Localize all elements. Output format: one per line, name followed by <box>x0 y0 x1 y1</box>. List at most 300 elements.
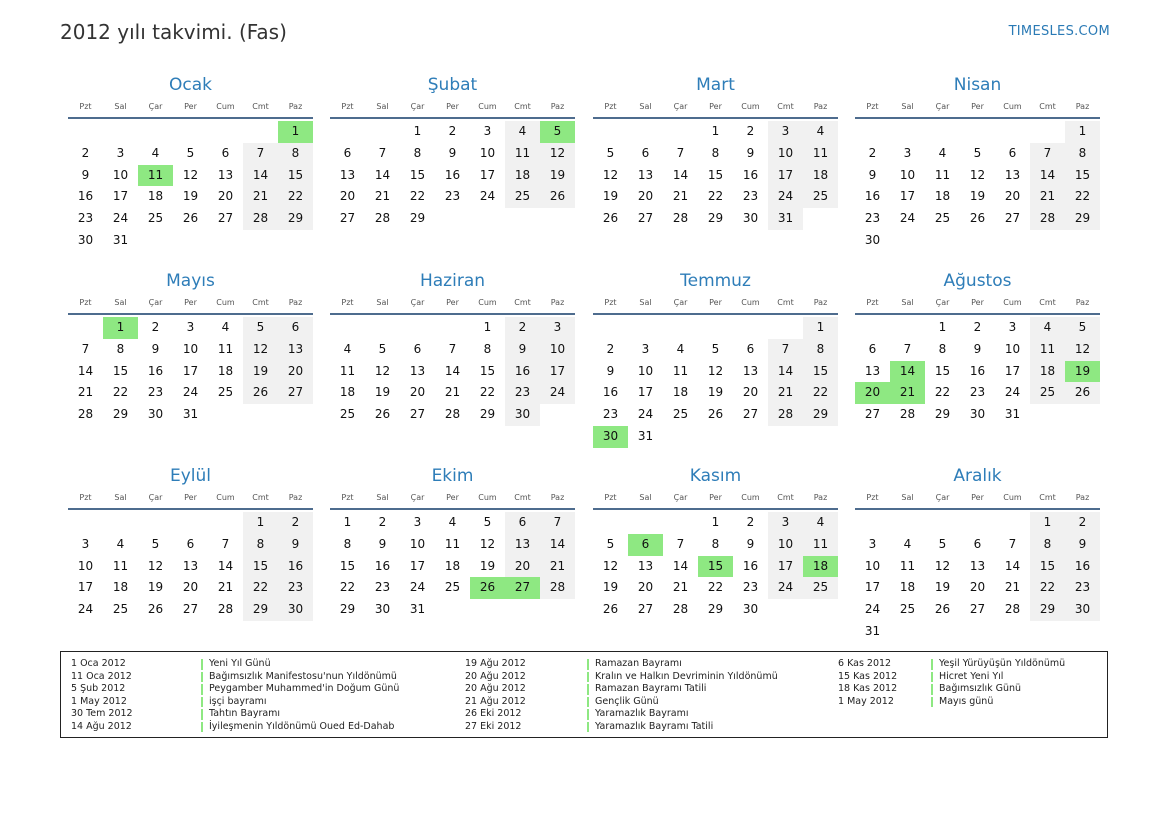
empty-day <box>435 317 470 339</box>
weekday-label: Pzt <box>866 493 879 502</box>
day-cell: 24 <box>768 577 803 599</box>
holiday-name: Yeşil Yürüyüşün Yıldönümü <box>939 658 1066 669</box>
day-cell: 11 <box>803 143 838 165</box>
day-cell: 9 <box>746 145 755 160</box>
weekday-label: Çar <box>935 298 950 307</box>
weekday-label: Cum <box>478 298 497 307</box>
day-cell: 9 <box>973 341 982 356</box>
day-cell: 28 <box>899 407 916 422</box>
weekday-label: Cmt <box>252 493 269 502</box>
day-cell: 3 <box>483 124 492 138</box>
day-cell: 8 <box>803 339 838 361</box>
day-cell: 11 <box>444 536 461 551</box>
day-cell: 24 <box>1004 385 1021 400</box>
month-divider <box>330 313 575 315</box>
day-cell: 4 <box>803 121 838 143</box>
day-cell: 26 <box>147 602 164 617</box>
week-row <box>68 599 313 621</box>
month-title: Aralık <box>953 466 1002 486</box>
empty-day <box>365 121 400 143</box>
empty-day <box>925 121 960 143</box>
weekday-label: Paz <box>550 298 565 307</box>
day-cell: 4 <box>505 121 540 143</box>
day-cell: 21 <box>1004 580 1021 595</box>
day-cell: 3 <box>768 512 803 534</box>
holiday-day: 15 <box>698 556 733 578</box>
day-cell: 5 <box>973 145 982 160</box>
weekday-label: Per <box>971 298 984 307</box>
day-cell: 29 <box>479 407 496 422</box>
day-cell: 26 <box>182 211 199 226</box>
week-row <box>855 621 1100 643</box>
weekday-label: Çar <box>673 102 688 111</box>
day-cell: 11 <box>899 558 916 573</box>
weekday-label: Sal <box>114 493 127 502</box>
month-title: Şubat <box>427 75 478 95</box>
day-cell: 21 <box>672 580 689 595</box>
day-cell: 28 <box>374 211 391 226</box>
day-cell: 1 <box>1030 512 1065 534</box>
day-cell: 19 <box>540 165 575 187</box>
day-cell: 25 <box>899 602 916 617</box>
holiday-marker <box>587 722 589 733</box>
day-cell: 13 <box>637 558 654 573</box>
day-cell: 27 <box>409 407 426 422</box>
holiday-name: Tahtın Bayramı <box>209 708 281 719</box>
day-cell: 18 <box>1030 361 1065 383</box>
holiday-date: 21 Ağu 2012 <box>465 695 526 707</box>
week-row <box>855 404 1100 426</box>
weekday-label: Çar <box>148 102 163 111</box>
week-row <box>855 186 1100 208</box>
day-cell: 21 <box>217 580 234 595</box>
day-cell: 2 <box>151 320 160 334</box>
day-cell: 11 <box>112 558 129 573</box>
day-cell: 5 <box>938 536 947 551</box>
day-cell: 15 <box>479 363 496 378</box>
holiday-date: 18 Kas 2012 <box>838 683 898 694</box>
holiday-name: Kralın ve Halkın Devriminin Yıldönümü <box>595 670 778 682</box>
day-cell: 28 <box>540 577 575 599</box>
day-cell: 22 <box>409 189 426 204</box>
day-cell: 11 <box>1030 339 1065 361</box>
day-cell: 7 <box>903 341 912 356</box>
day-cell: 2 <box>746 124 755 138</box>
day-cell: 3 <box>868 536 877 551</box>
empty-day <box>68 317 103 339</box>
day-cell: 28 <box>672 602 689 617</box>
day-cell: 27 <box>637 602 654 617</box>
day-cell: 6 <box>221 145 230 160</box>
day-cell: 22 <box>278 186 313 208</box>
week-row <box>330 208 575 230</box>
empty-day <box>628 121 663 143</box>
day-cell: 20 <box>182 580 199 595</box>
holiday-date: 11 Oca 2012 <box>71 670 132 682</box>
empty-day <box>855 512 890 534</box>
day-cell: 9 <box>378 536 387 551</box>
month-title: Ağustos <box>943 271 1012 291</box>
day-cell: 7 <box>243 143 278 165</box>
weekday-label: Pzt <box>604 102 617 111</box>
day-cell: 27 <box>637 211 654 226</box>
day-cell: 12 <box>374 363 391 378</box>
day-cell: 18 <box>899 580 916 595</box>
week-row <box>593 426 838 448</box>
day-cell: 16 <box>278 556 313 578</box>
day-cell: 15 <box>803 361 838 383</box>
day-cell: 24 <box>864 602 881 617</box>
weekday-label: Sal <box>639 493 652 502</box>
day-cell: 31 <box>768 208 803 230</box>
day-cell: 15 <box>707 167 724 182</box>
day-cell: 1 <box>1065 121 1100 143</box>
holiday-day: 11 <box>138 165 173 187</box>
empty-day <box>628 317 663 339</box>
day-cell: 11 <box>672 363 689 378</box>
day-cell: 14 <box>444 363 461 378</box>
day-cell: 11 <box>339 363 356 378</box>
holiday-name: Yaramazlık Bayramı <box>595 708 689 719</box>
weekday-label: Per <box>184 298 197 307</box>
empty-day <box>855 317 890 339</box>
day-cell: 25 <box>444 580 461 595</box>
day-cell: 17 <box>540 361 575 383</box>
day-cell: 21 <box>243 186 278 208</box>
month-divider <box>68 508 313 510</box>
day-cell: 13 <box>969 558 986 573</box>
weekday-label: Çar <box>935 493 950 502</box>
day-cell: 31 <box>182 407 199 422</box>
day-cell: 13 <box>217 167 234 182</box>
day-cell: 22 <box>112 385 129 400</box>
day-cell: 5 <box>151 536 160 551</box>
day-cell: 17 <box>768 165 803 187</box>
day-cell: 9 <box>81 167 90 182</box>
day-cell: 4 <box>1030 317 1065 339</box>
day-cell: 1 <box>413 124 422 138</box>
empty-day <box>208 512 243 534</box>
week-row <box>68 361 313 383</box>
day-cell: 30 <box>374 602 391 617</box>
day-cell: 31 <box>637 428 654 443</box>
week-row <box>330 186 575 208</box>
week-row <box>330 143 575 165</box>
week-row <box>68 382 313 404</box>
day-cell: 22 <box>479 385 496 400</box>
weekday-header <box>855 100 1100 114</box>
day-cell: 13 <box>1004 167 1021 182</box>
day-cell: 15 <box>1030 556 1065 578</box>
day-cell: 7 <box>378 145 387 160</box>
day-cell: 15 <box>243 556 278 578</box>
day-cell: 2 <box>278 512 313 534</box>
day-cell: 23 <box>742 580 759 595</box>
day-cell: 4 <box>116 536 125 551</box>
day-cell: 26 <box>602 602 619 617</box>
day-cell: 12 <box>969 167 986 182</box>
day-cell: 20 <box>217 189 234 204</box>
weekday-label: Cum <box>741 298 760 307</box>
day-cell: 18 <box>112 580 129 595</box>
weekday-label: Sal <box>901 102 914 111</box>
day-cell: 28 <box>77 407 94 422</box>
day-cell: 19 <box>707 385 724 400</box>
week-row <box>330 165 575 187</box>
weekday-label: Sal <box>376 102 389 111</box>
weekday-label: Per <box>446 298 459 307</box>
weekday-label: Pzt <box>341 298 354 307</box>
day-cell: 31 <box>1004 407 1021 422</box>
weekday-header <box>593 296 838 310</box>
day-cell: 16 <box>505 361 540 383</box>
holiday-date: 14 Ağu 2012 <box>71 720 132 732</box>
holiday-name: Ramazan Bayramı Tatili <box>595 683 707 694</box>
day-cell: 26 <box>969 211 986 226</box>
day-cell: 12 <box>540 143 575 165</box>
week-row <box>855 339 1100 361</box>
day-cell: 7 <box>540 512 575 534</box>
holiday-marker <box>587 684 589 695</box>
empty-day <box>1030 121 1065 143</box>
day-cell: 8 <box>278 143 313 165</box>
empty-day <box>68 512 103 534</box>
weekday-label: Çar <box>148 493 163 502</box>
day-cell: 8 <box>116 341 125 356</box>
week-row <box>593 556 838 578</box>
month-divider <box>593 508 838 510</box>
empty-day <box>925 512 960 534</box>
empty-day <box>768 317 803 339</box>
weekday-label: Pzt <box>866 298 879 307</box>
day-cell: 21 <box>1030 186 1065 208</box>
day-cell: 23 <box>77 211 94 226</box>
week-row <box>593 208 838 230</box>
holiday-day: 26 <box>470 577 505 599</box>
day-cell: 5 <box>606 145 615 160</box>
holiday-date: 26 Eki 2012 <box>465 708 522 719</box>
day-cell: 15 <box>409 167 426 182</box>
day-cell: 31 <box>112 232 129 247</box>
day-cell: 26 <box>1065 382 1100 404</box>
day-cell: 8 <box>711 536 720 551</box>
day-cell: 17 <box>112 189 129 204</box>
day-cell: 24 <box>112 211 129 226</box>
holiday-date: 30 Tem 2012 <box>71 708 133 719</box>
day-cell: 24 <box>479 189 496 204</box>
day-cell: 15 <box>1065 165 1100 187</box>
day-cell: 19 <box>602 580 619 595</box>
empty-day <box>960 512 995 534</box>
day-cell: 24 <box>182 385 199 400</box>
day-cell: 9 <box>278 534 313 556</box>
weekday-label: Pzt <box>79 102 92 111</box>
weekday-label: Paz <box>813 298 828 307</box>
holiday-day: 18 <box>803 556 838 578</box>
holiday-name: Bağımsızlık Günü <box>939 683 1022 694</box>
day-cell: 13 <box>339 167 356 182</box>
day-cell: 9 <box>606 363 615 378</box>
day-cell: 24 <box>540 382 575 404</box>
weekday-label: Cum <box>1003 298 1022 307</box>
weekday-label: Pzt <box>341 493 354 502</box>
day-cell: 18 <box>672 385 689 400</box>
holiday-marker <box>931 684 933 695</box>
empty-day <box>103 512 138 534</box>
day-cell: 4 <box>343 341 352 356</box>
day-cell: 28 <box>444 407 461 422</box>
month-divider <box>855 313 1100 315</box>
holiday-date: 19 Ağu 2012 <box>465 658 526 669</box>
day-cell: 4 <box>448 515 457 529</box>
day-cell: 6 <box>1008 145 1017 160</box>
weekday-label: Paz <box>550 102 565 111</box>
empty-day <box>890 512 925 534</box>
holiday-marker <box>201 722 203 733</box>
day-cell: 6 <box>413 341 422 356</box>
weekday-header <box>330 100 575 114</box>
weekday-label: Paz <box>288 493 303 502</box>
day-cell: 22 <box>707 580 724 595</box>
weekday-label: Per <box>184 493 197 502</box>
day-cell: 13 <box>409 363 426 378</box>
day-cell: 10 <box>112 167 129 182</box>
holiday-list <box>60 651 1108 738</box>
weekday-label: Cmt <box>1039 298 1056 307</box>
day-cell: 5 <box>711 341 720 356</box>
weekday-label: Cum <box>216 102 235 111</box>
holiday-name: Gençlik Günü <box>595 695 659 707</box>
day-cell: 1 <box>803 317 838 339</box>
day-cell: 12 <box>243 339 278 361</box>
day-cell: 9 <box>868 167 877 182</box>
day-cell: 5 <box>1065 317 1100 339</box>
day-cell: 22 <box>803 382 838 404</box>
day-cell: 29 <box>1065 208 1100 230</box>
day-cell: 21 <box>374 189 391 204</box>
day-cell: 10 <box>479 145 496 160</box>
day-cell: 14 <box>540 534 575 556</box>
weekday-label: Cum <box>741 493 760 502</box>
day-cell: 17 <box>637 385 654 400</box>
weekday-label: Paz <box>1075 493 1090 502</box>
weekday-label: Paz <box>288 298 303 307</box>
day-cell: 21 <box>444 385 461 400</box>
day-cell: 6 <box>343 145 352 160</box>
day-cell: 18 <box>934 189 951 204</box>
day-cell: 17 <box>1004 363 1021 378</box>
empty-day <box>68 121 103 143</box>
day-cell: 14 <box>374 167 391 182</box>
holiday-name: Peygamber Muhammed'in Doğum Günü <box>209 683 400 694</box>
day-cell: 29 <box>409 211 426 226</box>
week-row <box>855 534 1100 556</box>
holiday-date: 20 Ağu 2012 <box>465 683 526 694</box>
site-link[interactable]: TIMESLES.COM <box>1008 24 1110 39</box>
weekday-label: Per <box>446 102 459 111</box>
weekday-label: Sal <box>639 298 652 307</box>
day-cell: 7 <box>1008 536 1017 551</box>
day-cell: 16 <box>1065 556 1100 578</box>
weekday-label: Per <box>446 493 459 502</box>
page-title: 2012 yılı takvimi. (Fas) <box>60 20 287 44</box>
day-cell: 21 <box>672 189 689 204</box>
weekday-label: Cmt <box>1039 102 1056 111</box>
weekday-label: Pzt <box>604 298 617 307</box>
weekday-label: Sal <box>114 102 127 111</box>
holiday-marker <box>587 697 589 708</box>
day-cell: 4 <box>676 341 685 356</box>
empty-day <box>330 317 365 339</box>
month-calendar <box>330 74 575 230</box>
weekday-label: Per <box>971 493 984 502</box>
day-cell: 20 <box>969 580 986 595</box>
day-cell: 7 <box>221 536 230 551</box>
month-divider <box>330 117 575 119</box>
day-cell: 31 <box>864 623 881 638</box>
day-cell: 29 <box>112 407 129 422</box>
holiday-date: 5 Şub 2012 <box>71 683 126 694</box>
week-row <box>330 404 575 426</box>
day-cell: 5 <box>186 145 195 160</box>
day-cell: 19 <box>374 385 391 400</box>
day-cell: 12 <box>707 363 724 378</box>
holiday-day: 27 <box>505 577 540 599</box>
day-cell: 20 <box>339 189 356 204</box>
weekday-label: Cum <box>1003 102 1022 111</box>
weekday-label: Cmt <box>777 298 794 307</box>
empty-day <box>330 121 365 143</box>
month-title: Ocak <box>169 75 212 95</box>
day-cell: 11 <box>217 341 234 356</box>
holiday-day: 19 <box>1065 361 1100 383</box>
day-cell: 14 <box>1030 165 1065 187</box>
weekday-label: Cmt <box>777 493 794 502</box>
holiday-marker <box>201 697 203 708</box>
weekday-header <box>855 491 1100 505</box>
day-cell: 30 <box>864 232 881 247</box>
day-cell: 25 <box>803 577 838 599</box>
day-cell: 25 <box>1030 382 1065 404</box>
week-row <box>330 599 575 621</box>
day-cell: 6 <box>278 317 313 339</box>
holiday-date: 27 Eki 2012 <box>465 720 522 732</box>
day-cell: 2 <box>606 341 615 356</box>
day-cell: 25 <box>803 186 838 208</box>
holiday-marker <box>587 672 589 683</box>
weekday-header <box>68 491 313 505</box>
holiday-date: 1 May 2012 <box>838 695 894 707</box>
day-cell: 19 <box>243 361 278 383</box>
empty-day <box>208 121 243 143</box>
day-cell: 16 <box>969 363 986 378</box>
day-cell: 14 <box>217 558 234 573</box>
day-cell: 18 <box>505 165 540 187</box>
day-cell: 29 <box>339 602 356 617</box>
day-cell: 24 <box>409 580 426 595</box>
month-title: Temmuz <box>680 271 751 291</box>
day-cell: 26 <box>934 602 951 617</box>
day-cell: 29 <box>707 211 724 226</box>
month-calendar <box>330 465 575 621</box>
holiday-name: İyileşmenin Yıldönümü Oued Ed-Dahab <box>209 720 395 732</box>
weekday-label: Cmt <box>514 102 531 111</box>
weekday-header <box>330 491 575 505</box>
day-cell: 28 <box>1004 602 1021 617</box>
day-cell: 23 <box>505 382 540 404</box>
day-cell: 15 <box>934 363 951 378</box>
week-row <box>330 121 575 143</box>
